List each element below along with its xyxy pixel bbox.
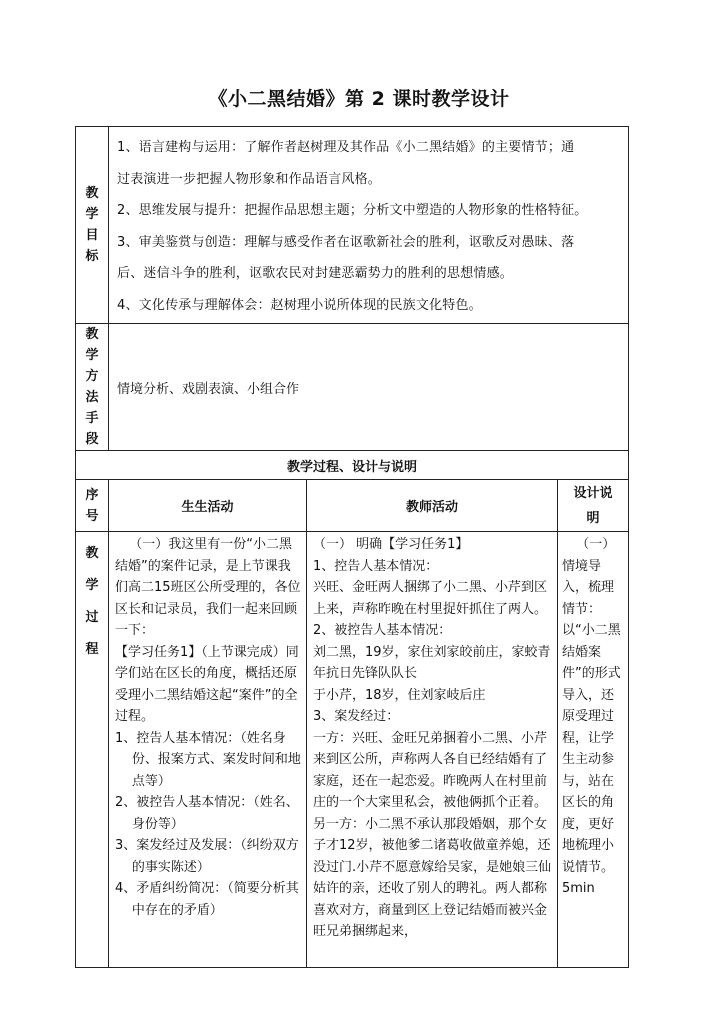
list-item: 刘二黑，19岁，家住刘家皎前庄，家蛟青年抗日先锋队队长 bbox=[313, 644, 551, 681]
teacher-activity-cell bbox=[307, 532, 558, 968]
list-item: 兴旺、金旺两人捆绑了小二黑、小芹到区上来，声称昨晚在村里捉奸抓住了两人。 bbox=[313, 580, 548, 617]
list-item: 3、案发经过： bbox=[313, 709, 400, 724]
list-item: 4、矛盾纠纷简况：（简要分析其中存在的矛盾） bbox=[115, 881, 299, 918]
objectives-row bbox=[76, 127, 629, 324]
objective-line: 1、语言建构与运用：了解作者赵树理及其作品《小二黑结婚》的主要情节；通 bbox=[117, 140, 575, 155]
lesson-plan-table bbox=[75, 126, 629, 968]
list-item: （一） 明确【学习任务1】 bbox=[313, 537, 469, 552]
objective-line: 4、文化传承与理解体会：赵树理小说所体现的民族文化特色。 bbox=[117, 297, 482, 313]
list-item: 1、控告人基本情况：（姓名身份、报案方式、案发时间和地点等） bbox=[115, 730, 301, 789]
objective-line: 3、审美鉴赏与创造：理解与感受作者在讴歌新社会的胜利，讴歌反对愚昧、落 bbox=[117, 234, 575, 250]
student-activity-cell bbox=[109, 532, 307, 968]
list-item: 2、被控告人基本情况： bbox=[313, 623, 452, 638]
student-activity-header: 生生活动 bbox=[109, 480, 307, 532]
design-notes-text bbox=[558, 532, 628, 900]
objective-line: 2、思维发展与提升：把握作品思想主题；分析文中塑造的人物形象的性格特征。 bbox=[117, 203, 588, 218]
teacher-activity-text bbox=[307, 532, 557, 943]
list-item: 2、被控告人基本情况：（姓名、身份等） bbox=[115, 795, 299, 832]
process-section-row bbox=[76, 451, 629, 480]
teacher-activity-header: 教师活动 bbox=[307, 480, 558, 532]
process-label: 教 学 过 程 bbox=[76, 532, 109, 968]
process-row bbox=[76, 532, 629, 968]
objectives-content bbox=[109, 127, 629, 324]
methods-label: 教 学 方 法 手 段 bbox=[76, 324, 109, 451]
objectives-label: 教 学 目 标 bbox=[76, 127, 109, 324]
design-notes-paragraph: （一）情境导入，梳理情节：以“小二黑结婚案件”的形式导入，还原受理过程，让学生主动参与，站在区长的角度，更好地梳理小说情节。5min bbox=[562, 537, 621, 896]
methods-row bbox=[76, 324, 629, 451]
list-item: 【学习任务1】（上节课完成）同学们站在区长的角度，概括还原受理小二黑结婚这起“案件”的全过程。 bbox=[115, 644, 299, 724]
list-item: 另一方：小二黑不承认那段婚姻，那个女子才12岁，被他爹二诸葛收做童养媳，还没过门.小芹不愿意嫁给吴家，是她娘三仙姑许的亲，还收了别人的聘礼。两人都称喜欢对方，商量到区上登记结婚而被兴金旺兄弟捆绑起来， bbox=[313, 816, 552, 939]
column-header-row bbox=[76, 480, 629, 532]
document-title: 《小二黑结婚》第 2 课时教学设计 bbox=[208, 88, 510, 110]
list-item: 3、案发经过及发展：（纠纷双方的事实陈述） bbox=[115, 838, 299, 875]
objective-line: 过表演进一步把握人物形象和作品语言风格。 bbox=[117, 171, 382, 187]
list-item: 一方：兴旺、金旺兄弟捆着小二黑、小芹来到区公所，声称两人各自已经结婚有了家庭，还在一起恋爱。昨晚两人在村里前庄的一个大寀里私会，被他俩抓个正着。 bbox=[313, 730, 548, 810]
list-item: 1、控告人基本情况： bbox=[313, 558, 439, 574]
process-section-title: 教学过程、设计与说明 bbox=[76, 451, 629, 480]
methods-content: 情境分析、戏剧表演、小组合作 bbox=[109, 324, 629, 451]
objective-line: 后、迷信斗争的胜利，讴歌农民对封建恶霸势力的胜利的思想情感。 bbox=[117, 266, 514, 281]
design-notes-cell bbox=[558, 532, 629, 968]
list-item: 于小芹，18岁，住刘家岐后庄 bbox=[313, 687, 486, 703]
design-notes-header: 设计说 明 bbox=[558, 480, 629, 532]
list-item: （一）我这里有一份“小二黑结婚”的案件记录，是上节课我们高二15班区公所受理的，各位区长和记录员，我们一起来回顾一下： bbox=[115, 537, 301, 638]
student-activity-text bbox=[109, 532, 306, 921]
seq-header: 序 号 bbox=[76, 480, 109, 532]
